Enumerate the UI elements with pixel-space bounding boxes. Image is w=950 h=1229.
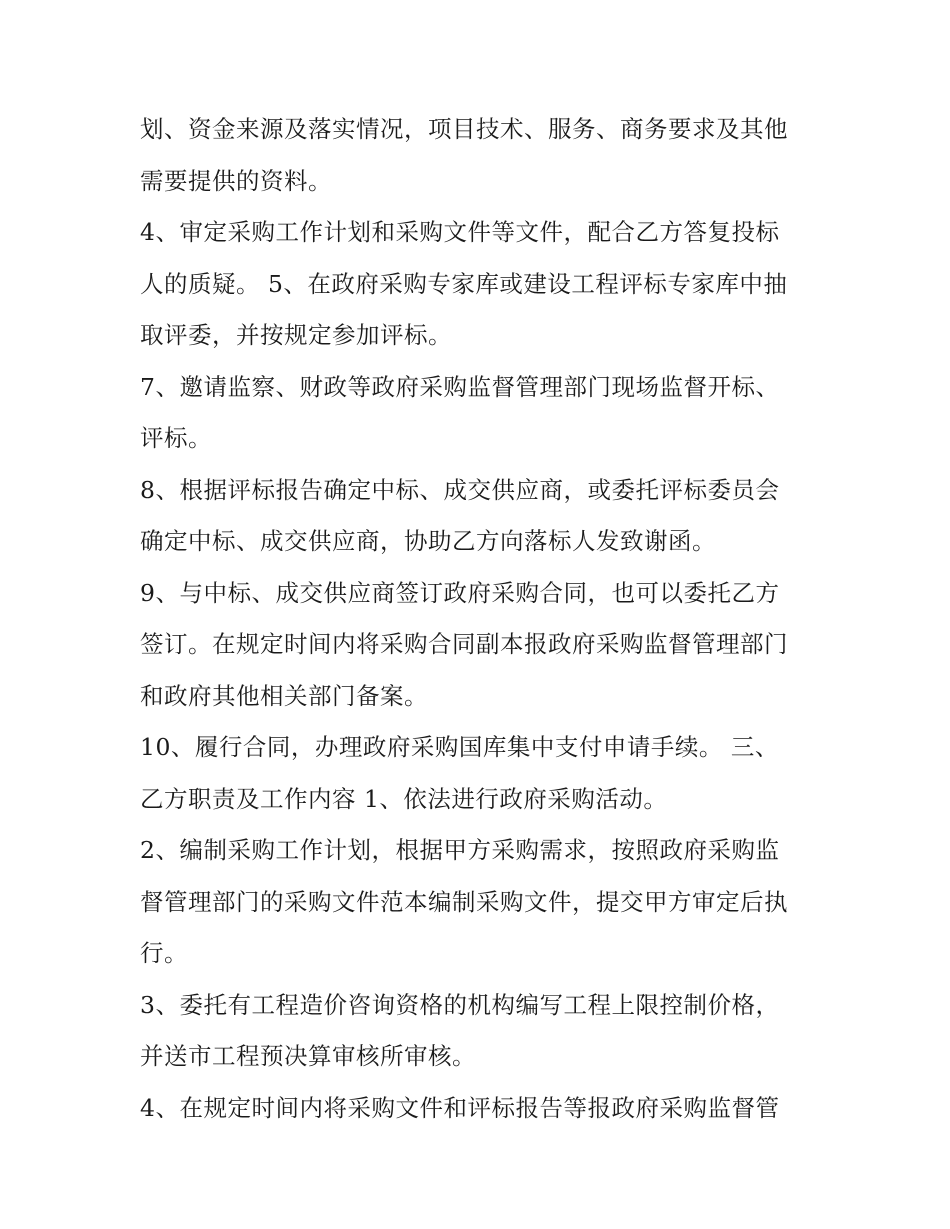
text-line: 取评委，并按规定参加评标。 (140, 321, 452, 349)
text-line: 划、资金来源及落实情况，项目技术、服务、商务要求及其他 (140, 115, 788, 143)
text-line: 签订。在规定时间内将采购合同副本报政府采购监督管理部门 (140, 630, 788, 658)
document-body (140, 104, 820, 1134)
text-line: 4、在规定时间内将采购文件和评标报告等报政府采购监督管 (140, 1093, 780, 1122)
text-line: 需要提供的资料。 (140, 166, 332, 195)
text-line: 3、委托有工程造价咨询资格的机构编写工程上限控制价格， (140, 990, 780, 1019)
text-line: 确定中标、成交供应商，协助乙方向落标人发致谢函。 (140, 527, 716, 555)
text-line: 8、根据评标报告确定中标、成交供应商，或委托评标委员会 (140, 475, 780, 504)
text-line: 并送市工程预决算审核所审核。 (140, 1042, 476, 1070)
text-line: 2、编制采购工作计划，根据甲方采购需求，按照政府采购监 (140, 836, 780, 864)
text-line: 行。 (140, 939, 188, 967)
text-line: 评标。 (140, 424, 212, 452)
text-line: 督管理部门的采购文件范本编制采购文件，提交甲方审定后执 (140, 887, 788, 916)
text-line: 9、与中标、成交供应商签订政府采购合同，也可以委托乙方 (140, 578, 780, 607)
text-line: 人的质疑。 5、在政府采购专家库或建设工程评标专家库中抽 (140, 269, 788, 298)
text-line: 乙方职责及工作内容 1、依法进行政府采购活动。 (140, 784, 668, 813)
text-line: 10、履行合同，办理政府采购国库集中支付申请手续。 三、 (140, 733, 779, 761)
text-line: 4、审定采购工作计划和采购文件等文件，配合乙方答复投标 (140, 218, 780, 246)
text-line: 和政府其他相关部门备案。 (140, 681, 428, 710)
text-line: 7、邀请监察、财政等政府采购监督管理部门现场监督开标、 (140, 372, 780, 401)
